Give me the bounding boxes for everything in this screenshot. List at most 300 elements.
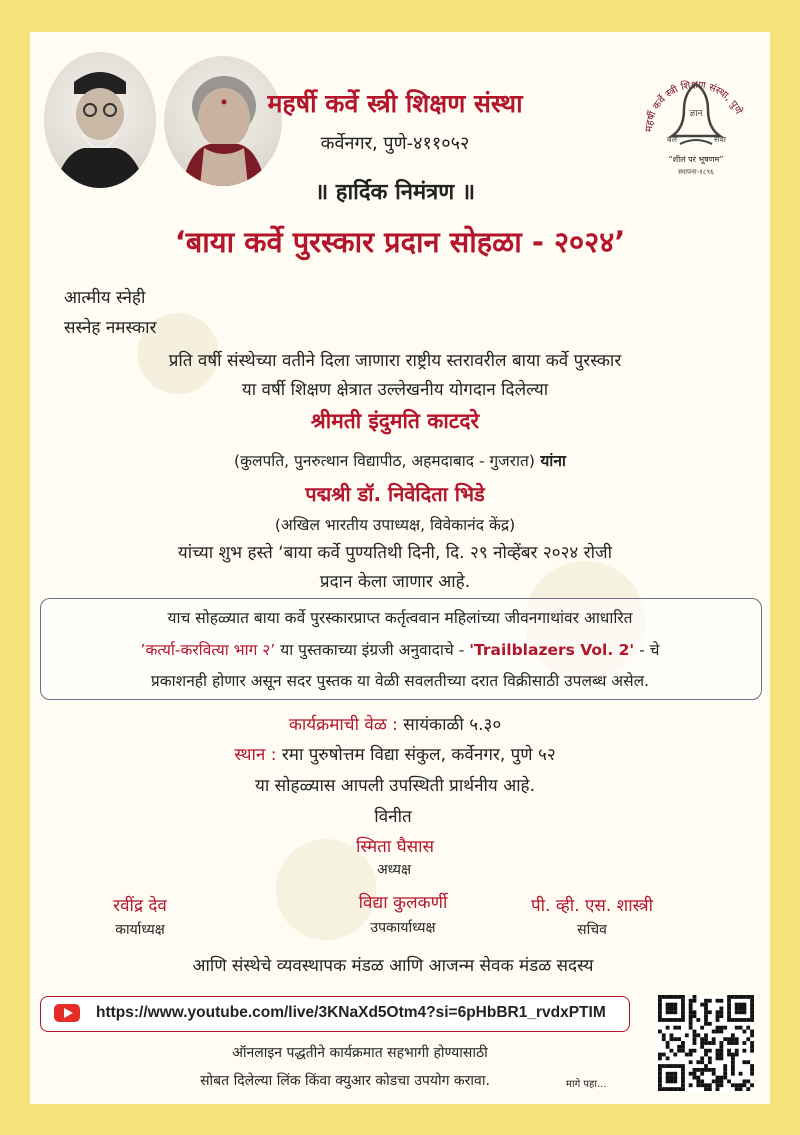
qr-module xyxy=(658,1010,662,1014)
qr-module xyxy=(739,1018,743,1022)
qr-module xyxy=(731,1037,735,1041)
qr-module xyxy=(700,1037,704,1041)
qr-module xyxy=(716,1079,720,1083)
qr-module xyxy=(746,1060,750,1064)
qr-module xyxy=(716,1087,720,1091)
qr-module xyxy=(712,1079,716,1083)
qr-module xyxy=(689,1026,693,1030)
attendance-request: या सोहळ्यास आपली उपस्थिती प्रार्थनीय आहे. xyxy=(255,776,535,796)
qr-module xyxy=(662,995,666,999)
qr-module xyxy=(712,1030,716,1034)
qr-module xyxy=(750,1014,754,1018)
qr-module xyxy=(727,1007,731,1011)
logo-founded: स्थापना-१८९६ xyxy=(678,168,714,176)
portrait-founder xyxy=(44,52,156,188)
book-title-marathi: ’कर्त्या-करवित्या भाग २’ xyxy=(140,641,276,659)
time-label: कार्यक्रमाची वेळ : xyxy=(288,715,398,735)
qr-module xyxy=(750,999,754,1003)
qr-module xyxy=(719,1049,723,1053)
qr-module xyxy=(727,1003,731,1007)
qr-module xyxy=(719,1083,723,1087)
qr-module xyxy=(662,1033,666,1037)
qr-module xyxy=(681,1072,685,1076)
qr-module xyxy=(704,1037,708,1041)
qr-module xyxy=(719,1076,723,1080)
qr-module xyxy=(746,1026,750,1030)
qr-module xyxy=(723,1026,727,1030)
qr-module xyxy=(731,1083,735,1087)
awardee-description: (कुलपति, पुनरुत्थान विद्यापीठ, अहमदाबाद - गुजरात) xyxy=(234,452,535,470)
qr-module xyxy=(719,1026,723,1030)
qr-module xyxy=(681,1068,685,1072)
qr-module xyxy=(750,1083,754,1087)
qr-module xyxy=(742,1007,746,1011)
qr-module xyxy=(673,1026,677,1030)
qr-module xyxy=(696,1068,700,1072)
book-line-2-mid: या पुस्तकाच्या इंग्रजी अनुवादाचे - xyxy=(275,641,470,659)
qr-module xyxy=(716,1026,720,1030)
qr-module xyxy=(673,1010,677,1014)
qr-module xyxy=(719,1079,723,1083)
qr-module xyxy=(723,1072,727,1076)
portrait-baya-karve xyxy=(164,56,282,186)
qr-module xyxy=(670,1064,674,1068)
qr-module xyxy=(750,1018,754,1022)
qr-module xyxy=(681,1018,685,1022)
qr-module xyxy=(662,1053,666,1057)
qr-module xyxy=(746,1087,750,1091)
qr-module xyxy=(700,1079,704,1083)
qr-module xyxy=(708,1049,712,1053)
qr-module xyxy=(670,1033,674,1037)
qr-module xyxy=(681,1045,685,1049)
qr-module xyxy=(727,1053,731,1057)
qr-module xyxy=(673,1076,677,1080)
qr-module xyxy=(742,1003,746,1007)
qr-module xyxy=(700,1068,704,1072)
qr-module xyxy=(658,1072,662,1076)
qr-module xyxy=(716,1083,720,1087)
logo-center-text: ज्ञान xyxy=(689,109,703,119)
qr-module xyxy=(716,999,720,1003)
right-signatory-title: सचिव xyxy=(577,922,607,938)
qr-module xyxy=(673,995,677,999)
qr-module xyxy=(670,1010,674,1014)
qr-module xyxy=(673,1079,677,1083)
qr-module xyxy=(693,995,697,999)
qr-module xyxy=(693,999,697,1003)
qr-module xyxy=(716,1010,720,1014)
qr-code[interactable] xyxy=(658,995,754,1091)
venue-value: रमा पुरुषोत्तम विद्या संकुल, कर्वेनगर, पुणे ५२ xyxy=(276,745,556,765)
qr-module xyxy=(735,1041,739,1045)
qr-module xyxy=(666,1026,670,1030)
qr-module xyxy=(693,1010,697,1014)
qr-module xyxy=(700,1056,704,1060)
qr-module xyxy=(673,1003,677,1007)
qr-module xyxy=(719,1014,723,1018)
qr-module xyxy=(723,1068,727,1072)
qr-module xyxy=(746,1037,750,1041)
qr-module xyxy=(681,1076,685,1080)
qr-module xyxy=(727,1018,731,1022)
qr-module xyxy=(708,1068,712,1072)
qr-module xyxy=(666,1072,670,1076)
qr-module xyxy=(750,1007,754,1011)
qr-module xyxy=(735,1026,739,1030)
qr-module xyxy=(735,1049,739,1053)
qr-module xyxy=(673,1053,677,1057)
qr-module xyxy=(727,1049,731,1053)
qr-module xyxy=(739,1083,743,1087)
qr-module xyxy=(677,995,681,999)
committee-line: आणि संस्थेचे व्यवस्थापक मंडळ आणि आजन्म सेवक मंडळ सदस्य xyxy=(192,956,594,976)
qr-module xyxy=(727,995,731,999)
event-title: ‘बाया कर्वे पुरस्कार प्रदान सोहळा - २०२४’ xyxy=(174,225,626,259)
qr-module xyxy=(742,1018,746,1022)
qr-module xyxy=(750,1033,754,1037)
qr-module xyxy=(666,1041,670,1045)
qr-module xyxy=(662,1018,666,1022)
time-value: सायंकाळी ५.३० xyxy=(397,715,502,735)
qr-module xyxy=(658,1068,662,1072)
qr-module xyxy=(693,1030,697,1034)
qr-module xyxy=(666,1076,670,1080)
qr-module xyxy=(658,1064,662,1068)
qr-module xyxy=(704,1010,708,1014)
qr-module xyxy=(689,1007,693,1011)
logo-motto: “शीलं परं भूषणम” xyxy=(668,155,724,164)
qr-module xyxy=(719,1053,723,1057)
qr-module xyxy=(677,1064,681,1068)
qr-module xyxy=(727,999,731,1003)
qr-module xyxy=(719,999,723,1003)
qr-module xyxy=(666,1045,670,1049)
book-line-3: प्रकाशनही होणार असून सदर पुस्तक या वेळी सवलतीच्या दरात विक्रीसाठी उपलब्ध असेल. xyxy=(150,672,650,690)
org-name: महर्षी कर्वे स्त्री शिक्षण संस्था xyxy=(267,89,523,118)
salutation-2: सस्नेह नमस्कार xyxy=(64,318,157,338)
qr-module xyxy=(712,1068,716,1072)
qr-module xyxy=(731,1068,735,1072)
qr-module xyxy=(750,995,754,999)
qr-module xyxy=(716,1053,720,1057)
qr-module xyxy=(681,1079,685,1083)
qr-module xyxy=(716,1014,720,1018)
middle-signatory-title: उपकार्याध्यक्ष xyxy=(370,920,436,936)
qr-module xyxy=(704,1014,708,1018)
awardee-suffix: यांना xyxy=(534,452,566,470)
right-signatory-name: पी. व्ही. एस. शास्त्री xyxy=(530,896,654,916)
qr-module xyxy=(712,1072,716,1076)
qr-module xyxy=(700,1083,704,1087)
qr-module xyxy=(670,1087,674,1091)
qr-module xyxy=(666,1079,670,1083)
venue-label: स्थान : xyxy=(234,745,277,765)
qr-module xyxy=(693,1033,697,1037)
qr-module xyxy=(735,1018,739,1022)
youtube-url[interactable]: https://www.youtube.com/live/3KNaXd5Otm4?si=6pHbBR1_rvdxPTIM xyxy=(96,1004,606,1021)
qr-module xyxy=(662,1064,666,1068)
qr-module xyxy=(670,1003,674,1007)
qr-module xyxy=(735,1010,739,1014)
qr-module xyxy=(719,1056,723,1060)
qr-module xyxy=(742,1083,746,1087)
qr-module xyxy=(685,1033,689,1037)
qr-module xyxy=(689,1049,693,1053)
qr-module xyxy=(689,1060,693,1064)
qr-module xyxy=(666,1056,670,1060)
qr-module xyxy=(689,1010,693,1014)
qr-module xyxy=(742,1041,746,1045)
qr-module xyxy=(716,1049,720,1053)
qr-module xyxy=(681,995,685,999)
qr-module xyxy=(750,1068,754,1072)
body-line-1: प्रति वर्षी संस्थेच्या वतीने दिला जाणारा राष्ट्रीय स्तरावरील बाया कर्वे पुरस्कार xyxy=(168,351,622,371)
qr-module xyxy=(696,1060,700,1064)
qr-module xyxy=(677,1018,681,1022)
qr-module xyxy=(666,1018,670,1022)
online-note-2: सोबत दिलेल्या लिंक किंवा क्युआर कोडचा उपयोग करावा. xyxy=(200,1073,490,1089)
qr-module xyxy=(739,995,743,999)
book-line-2 xyxy=(0,638,800,660)
qr-module xyxy=(704,1064,708,1068)
qr-module xyxy=(735,995,739,999)
qr-module xyxy=(708,1060,712,1064)
qr-module xyxy=(750,1064,754,1068)
qr-module xyxy=(712,1037,716,1041)
qr-module xyxy=(700,1041,704,1045)
qr-module xyxy=(739,1007,743,1011)
qr-module xyxy=(719,1007,723,1011)
qr-module xyxy=(696,1079,700,1083)
qr-module xyxy=(750,1010,754,1014)
qr-module xyxy=(658,995,662,999)
qr-module xyxy=(731,1072,735,1076)
qr-module xyxy=(666,1003,670,1007)
qr-module xyxy=(704,1049,708,1053)
qr-module xyxy=(693,1037,697,1041)
qr-module xyxy=(704,1087,708,1091)
qr-module xyxy=(658,999,662,1003)
qr-module xyxy=(689,1083,693,1087)
qr-module xyxy=(677,1049,681,1053)
qr-module xyxy=(704,999,708,1003)
qr-module xyxy=(666,1010,670,1014)
qr-module xyxy=(716,1018,720,1022)
qr-module xyxy=(712,1041,716,1045)
qr-module xyxy=(700,1060,704,1064)
qr-module xyxy=(670,1076,674,1080)
qr-module xyxy=(666,1064,670,1068)
qr-module xyxy=(716,1056,720,1060)
qr-module xyxy=(731,1064,735,1068)
qr-module xyxy=(693,1068,697,1072)
qr-module xyxy=(700,1026,704,1030)
qr-module xyxy=(739,1087,743,1091)
qr-module xyxy=(673,1018,677,1022)
book-title-english: 'Trailblazers Vol. 2' xyxy=(469,641,635,659)
qr-module xyxy=(681,1007,685,1011)
qr-module xyxy=(658,1030,662,1034)
qr-module xyxy=(670,1037,674,1041)
qr-module xyxy=(658,1056,662,1060)
qr-module xyxy=(723,1064,727,1068)
book-line-1: याच सोहळ्यात बाया कर्वे पुरस्कारप्राप्त कर्तृत्ववान महिलांच्या जीवनगाथांवर आधारित xyxy=(167,609,633,627)
qr-module xyxy=(700,1003,704,1007)
qr-module xyxy=(689,1072,693,1076)
qr-module xyxy=(708,1010,712,1014)
qr-module xyxy=(704,1083,708,1087)
qr-module xyxy=(704,1003,708,1007)
qr-module xyxy=(731,1041,735,1045)
qr-module xyxy=(742,1060,746,1064)
qr-module xyxy=(704,1033,708,1037)
qr-module xyxy=(731,1060,735,1064)
qr-module xyxy=(681,1041,685,1045)
qr-module xyxy=(658,1087,662,1091)
qr-module xyxy=(739,1003,743,1007)
qr-module xyxy=(735,1087,739,1091)
qr-module xyxy=(689,999,693,1003)
event-venue xyxy=(0,742,800,765)
qr-module xyxy=(746,1079,750,1083)
body-line-2: या वर्षी शिक्षण क्षेत्रात उल्लेखनीय योगदान दिलेल्या xyxy=(241,380,549,400)
qr-module xyxy=(727,1010,731,1014)
qr-module xyxy=(658,1076,662,1080)
qr-module xyxy=(750,1072,754,1076)
qr-module xyxy=(670,1018,674,1022)
qr-module xyxy=(750,1003,754,1007)
qr-module xyxy=(742,1049,746,1053)
qr-module xyxy=(670,1079,674,1083)
qr-module xyxy=(662,1037,666,1041)
qr-module xyxy=(685,1053,689,1057)
left-signatory-title: कार्याध्यक्ष xyxy=(115,922,165,938)
qr-module xyxy=(693,1014,697,1018)
qr-module xyxy=(689,1022,693,1026)
awardee-line xyxy=(0,449,800,471)
qr-module xyxy=(696,1076,700,1080)
qr-module xyxy=(673,1007,677,1011)
qr-module xyxy=(681,1010,685,1014)
qr-module xyxy=(677,1045,681,1049)
qr-module xyxy=(731,995,735,999)
qr-module xyxy=(731,1033,735,1037)
qr-module xyxy=(735,1037,739,1041)
qr-module xyxy=(700,1045,704,1049)
qr-module xyxy=(658,1083,662,1087)
qr-module xyxy=(704,1068,708,1072)
qr-module xyxy=(673,1064,677,1068)
qr-module xyxy=(742,1030,746,1034)
qr-module xyxy=(742,1010,746,1014)
qr-module xyxy=(704,1022,708,1026)
salutation-1: आत्मीय स्नेही xyxy=(64,288,146,308)
qr-module xyxy=(658,1007,662,1011)
qr-module xyxy=(681,1064,685,1068)
president-title: अध्यक्ष xyxy=(376,862,412,878)
qr-module xyxy=(677,1087,681,1091)
qr-module xyxy=(673,1072,677,1076)
qr-module xyxy=(742,1079,746,1083)
qr-module xyxy=(666,1087,670,1091)
qr-module xyxy=(750,1045,754,1049)
qr-module xyxy=(735,1053,739,1057)
qr-module xyxy=(746,995,750,999)
qr-module xyxy=(689,1014,693,1018)
qr-module xyxy=(704,1053,708,1057)
book-line-2-end: - चे xyxy=(634,641,660,659)
qr-module xyxy=(708,1022,712,1026)
qr-module xyxy=(689,1018,693,1022)
qr-module xyxy=(750,1041,754,1045)
qr-module xyxy=(681,1003,685,1007)
qr-module xyxy=(746,1018,750,1022)
qr-module xyxy=(670,1007,674,1011)
qr-module xyxy=(719,1010,723,1014)
qr-module xyxy=(693,1072,697,1076)
qr-module xyxy=(681,999,685,1003)
institution-logo xyxy=(640,62,752,180)
body-line-4: प्रदान केला जाणार आहे. xyxy=(319,572,471,592)
qr-module xyxy=(716,1076,720,1080)
qr-module xyxy=(708,1087,712,1091)
qr-module xyxy=(670,1049,674,1053)
qr-module xyxy=(677,1026,681,1030)
president-name: स्मिता घैसास xyxy=(355,837,435,857)
qr-module xyxy=(666,1007,670,1011)
qr-module xyxy=(696,1083,700,1087)
qr-module xyxy=(723,1076,727,1080)
qr-module xyxy=(708,1041,712,1045)
qr-module xyxy=(708,1056,712,1060)
qr-module xyxy=(735,1083,739,1087)
event-time xyxy=(0,712,800,735)
qr-module xyxy=(658,1053,662,1057)
logo-left-text: बल xyxy=(667,135,677,144)
svg-text:महर्षी कर्वे स्त्री शिक्षण संस xyxy=(644,79,745,132)
qr-module xyxy=(681,1087,685,1091)
qr-module xyxy=(719,1030,723,1034)
qr-module xyxy=(719,1041,723,1045)
qr-module xyxy=(681,1083,685,1087)
closing: विनीत xyxy=(374,807,412,827)
qr-module xyxy=(658,1079,662,1083)
qr-module xyxy=(704,1041,708,1045)
youtube-icon xyxy=(54,1004,80,1022)
next-page-note: मागे पहा... xyxy=(566,1079,607,1090)
qr-module xyxy=(662,1087,666,1091)
qr-module xyxy=(731,1053,735,1057)
qr-module xyxy=(693,1041,697,1045)
invitation-heading: ॥ हार्दिक निमंत्रण ॥ xyxy=(314,180,476,205)
qr-module xyxy=(670,995,674,999)
qr-module xyxy=(704,1007,708,1011)
online-note-1: ऑनलाइन पद्धतीने कार्यक्रमात सहभागी होण्यासाठी xyxy=(232,1045,488,1061)
qr-module xyxy=(731,1056,735,1060)
qr-module xyxy=(750,1030,754,1034)
qr-module xyxy=(739,1026,743,1030)
qr-code-graphic xyxy=(658,995,754,1091)
qr-module xyxy=(731,1018,735,1022)
qr-module xyxy=(727,1079,731,1083)
qr-module xyxy=(727,1037,731,1041)
org-address: कर्वेनगर, पुणे-४११०५२ xyxy=(320,133,470,154)
logo-ring-text: महर्षी कर्वे स्त्री शिक्षण संस्था, पुणे xyxy=(643,79,744,133)
qr-module xyxy=(735,1003,739,1007)
qr-module xyxy=(696,1018,700,1022)
qr-module xyxy=(681,1014,685,1018)
